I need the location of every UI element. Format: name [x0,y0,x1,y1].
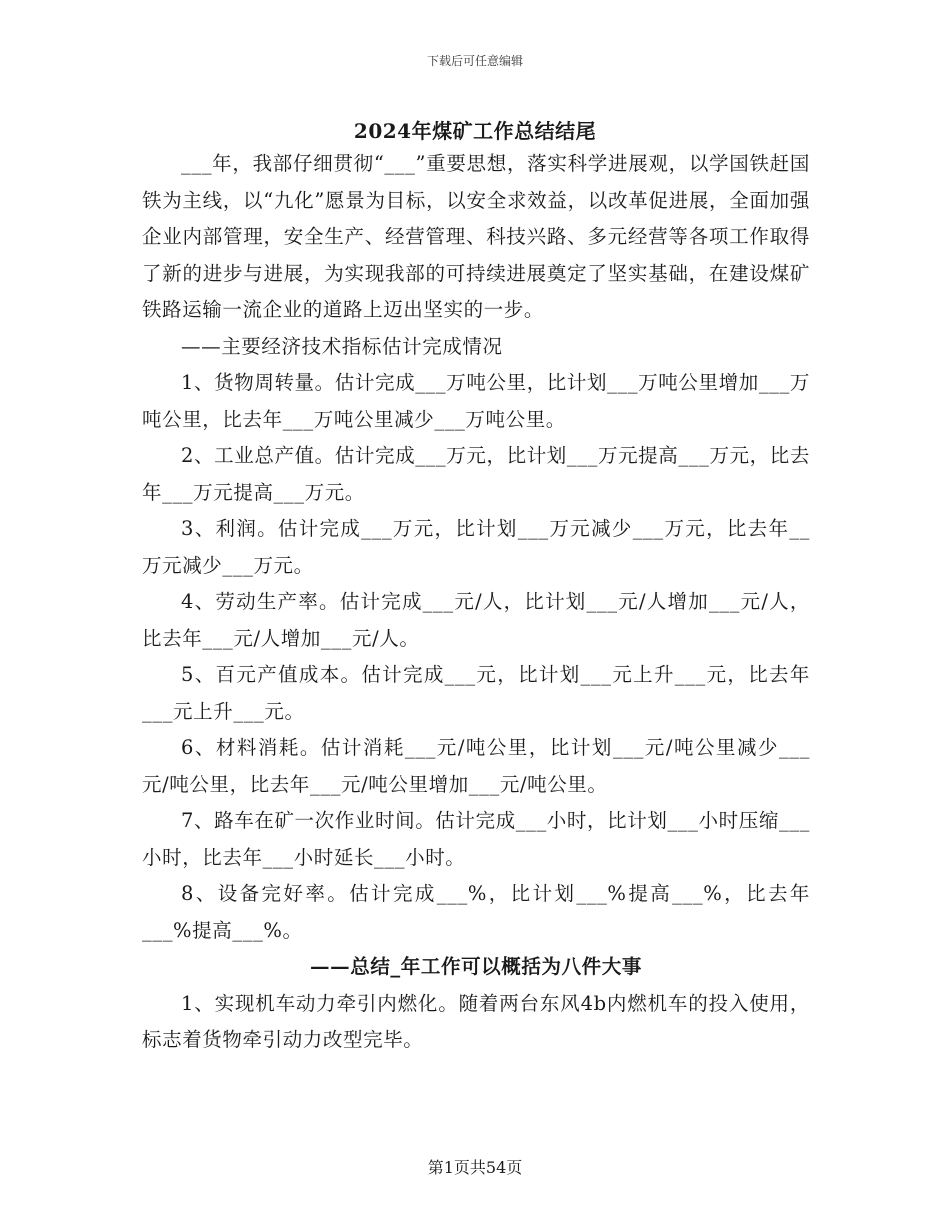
indicator-wagon-operation-time: 7、路车在矿一次作业时间。估计完成___小时，比计划___小时压缩___小时，比去年___小时延长___小时。 [142,809,810,869]
indicator-industrial-output: 2、工业总产值。估计完成___万元，比计划___万元提高___万元，比去年___万元提高___万元。 [142,444,810,504]
indicator-profit: 3、利润。估计完成___万元，比计划___万元减少___万元，比去年__万元减少___万元。 [142,517,810,577]
indicator-labor-productivity: 4、劳动生产率。估计完成___元/人，比计划___元/人增加___元/人，比去年___元/人增加___元/人。 [142,590,810,650]
indicator-material-consumption: 6、材料消耗。估计消耗___元/吨公里，比计划___元/吨公里减少___元/吨公里，比去年___元/吨公里增加___元/吨公里。 [142,736,810,796]
indicator-freight-turnover: 1、货物周转量。估计完成___万吨公里，比计划___万吨公里增加___万吨公里，比去年___万吨公里减少___万吨公里。 [142,371,810,431]
intro-paragraph: ___年，我部仔细贯彻“___”重要思想，落实科学进展观，以学国铁赶国铁为主线，以“九化”愿景为目标，以安全求效益，以改革促进展，全面加强企业内部管理，安全生产、经营管理、科技兴路、多元经营等各项工作取得了新的进步与进展，为实现我部的可持续进展奠定了坚实基础，在建设煤矿铁路运输一流企业的道路上迈出坚实的一步。 [142,152,810,321]
indicator-cost-per-hundred: 5、百元产值成本。估计完成___元，比计划___元上升___元，比去年___元上升___元。 [142,663,810,723]
page-header-note: 下载后可任意编辑 [426,54,523,68]
indicator-equipment-availability: 8、设备完好率。估计完成___%，比计划___%提高___%，比去年___%提高___%。 [142,882,810,942]
document-body [142,146,810,1059]
page-footer: 第1页共54页 [427,1158,523,1177]
section-heading: ——总结_年工作可以概括为八件大事 [310,955,642,978]
event-paragraph: 1、实现机车动力牵引内燃化。随着两台东风4b内燃机车的投入使用，标志着货物牵引动力改型完毕。 [142,991,810,1051]
indicators-heading: ——主要经济技术指标估计完成情况 [181,334,503,358]
document-title: 2024年煤矿工作总结结尾 [353,119,597,143]
